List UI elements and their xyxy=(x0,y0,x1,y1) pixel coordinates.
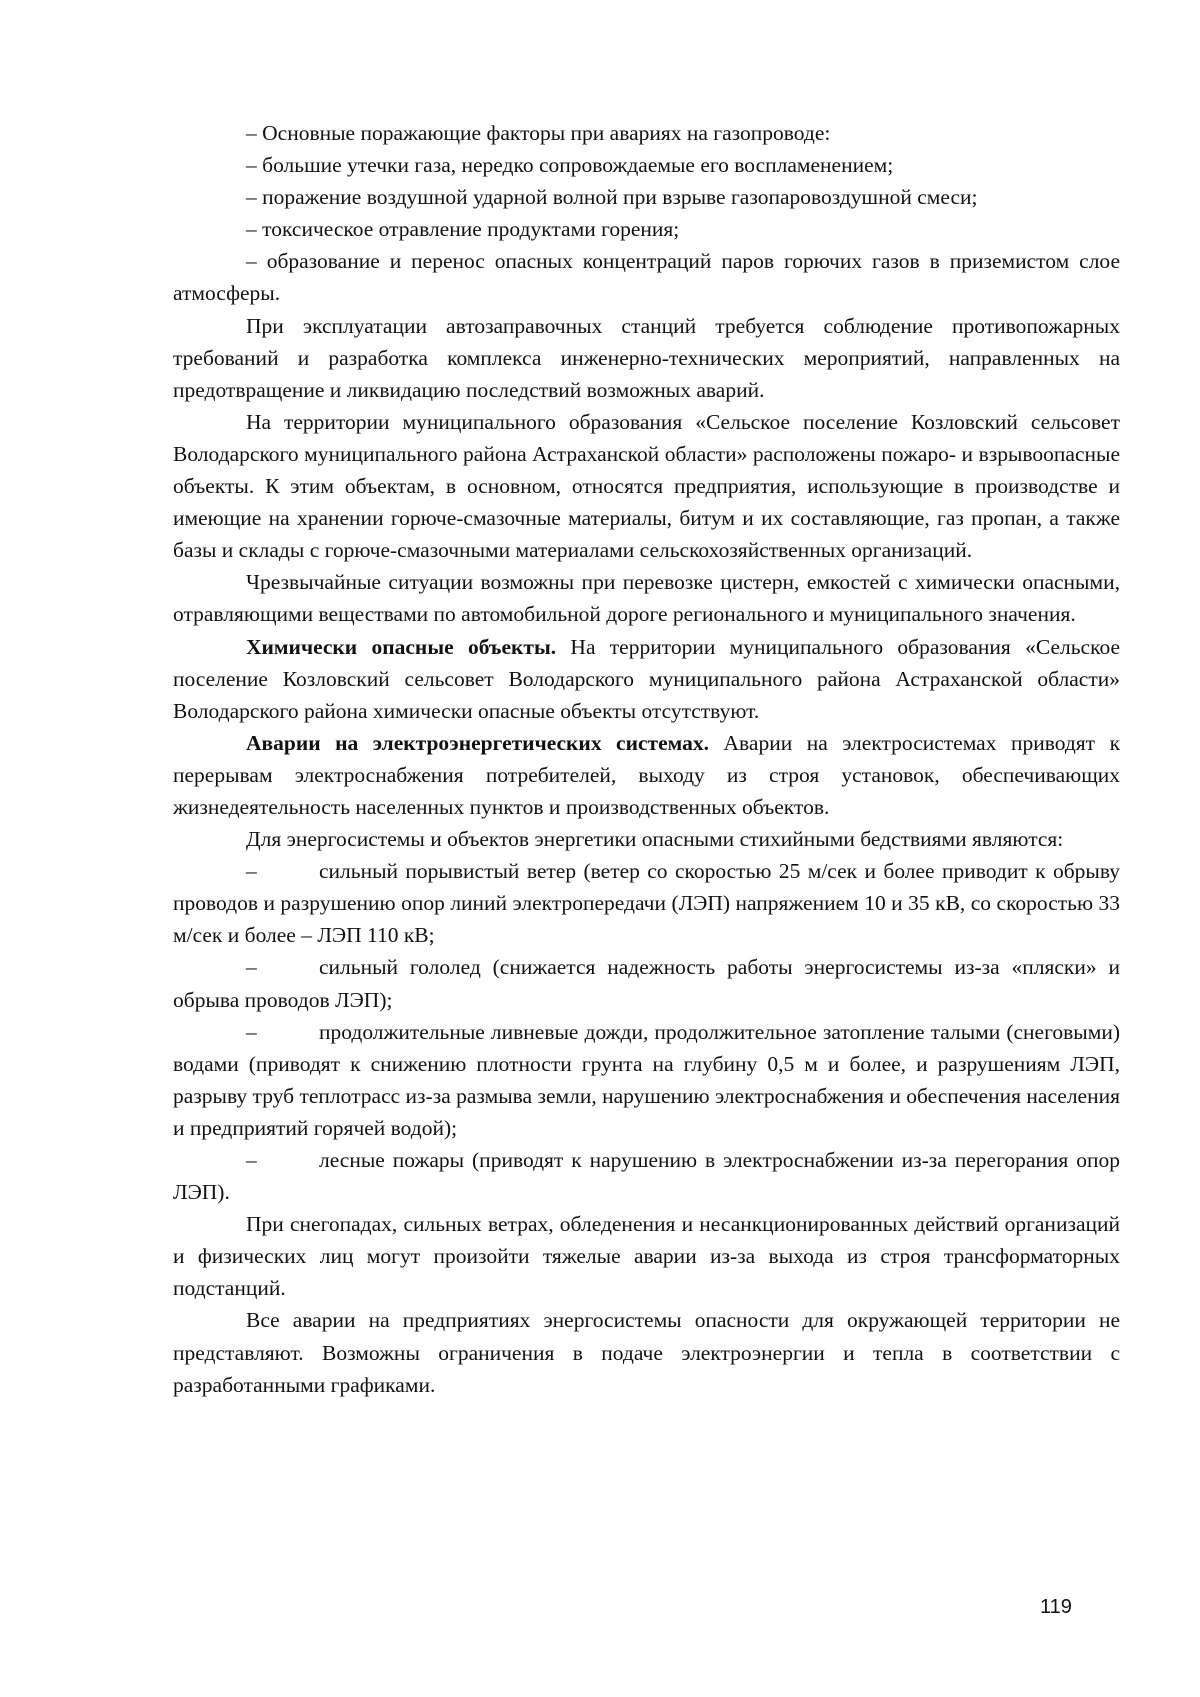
paragraph-text: Аварии на электросистемах приводят к перерывам электроснабжения потребителей, выходу из строя установок, обеспечивающих жизнедеятельность населенных пунктов и производственных объектов. xyxy=(173,730,1121,819)
list-item xyxy=(173,951,1120,1015)
dash-marker: – xyxy=(246,1019,257,1044)
paragraph-chemical-objects xyxy=(173,631,1120,727)
list-item-text: продолжительные ливневые дожди, продолжительное затопление талыми (снеговыми) водами (приводят к снижению плотности грунта на глубину 0,5 м и более, и разрушениям ЛЭП, разрыву труб теплотрасс из-за размыва земли, нарушению электроснабжения и обеспечения населения и предприятий горячей водой); xyxy=(173,1019,1120,1140)
paragraph: При эксплуатации автозаправочных станций требуется соблюдение противопожарных требований и разработка комплекса инженерно-технических мероприятий, направленных на предотвращение и ликвидацию последствий возможных аварий. xyxy=(173,313,1120,402)
paragraph: Все аварии на предприятиях энергосистемы опасности для окружающей территории не представляют. Возможны ограничения в подаче электроэнергии и тепла в соответствии с разработанными графиками. xyxy=(173,1308,1120,1397)
text-line: – токсическое отравление продуктами горения; xyxy=(246,217,680,242)
text-line: – большие утечки газа, нередко сопровождаемые его воспламенением; xyxy=(246,153,894,178)
paragraph: – образование и перенос опасных концентраций паров горючих газов в приземистом слое атмосферы. xyxy=(173,249,1120,306)
paragraph-heading: Аварии на электроэнергетических системах. xyxy=(246,730,710,755)
document-body xyxy=(173,117,1120,1401)
paragraph: Для энергосистемы и объектов энергетики опасными стихийными бедствиями являются: xyxy=(246,827,1064,852)
dash-marker: – xyxy=(246,859,257,884)
list-item xyxy=(173,1144,1120,1208)
list-item xyxy=(173,855,1120,951)
list-item-text: сильный гололед (снижается надежность работы энергосистемы из-за «пляски» и обрыва проводов ЛЭП); xyxy=(173,955,1120,1012)
paragraph-heading: Химически опасные объекты. xyxy=(246,634,557,659)
page-number: 119 xyxy=(1040,1596,1072,1618)
dash-marker: – xyxy=(246,955,257,980)
paragraph: Чрезвычайные ситуации возможны при перевозке цистерн, емкостей с химически опасными, отравляющими веществами по автомобильной дороге регионального и муниципального значения. xyxy=(173,570,1120,627)
list-item-text: лесные пожары (приводят к нарушению в электроснабжении из-за перегорания опор ЛЭП). xyxy=(173,1148,1120,1205)
dash-marker: – xyxy=(246,1148,257,1172)
paragraph-power-accidents xyxy=(173,727,1120,823)
paragraph: На территории муниципального образования «Сельское поселение Козловский сельсовет Володарского муниципального района Астраханской области» расположены пожаро- и взрывоопасные объекты. К этим объектам, в основном, относятся предприятия, использующие в производстве и имеющие на хранении горюче-смазочные материалы, битум и их составляющие, газ пропан, а также базы и склады с горюче-смазочными материалами сельскохозяйственных организаций. xyxy=(173,409,1120,563)
text-line: – поражение воздушной ударной волной при взрыве газопаровоздушной смеси; xyxy=(246,185,978,210)
paragraph-text: На территории муниципального образования «Сельское поселение Козловский сельсовет Володарского муниципального района Астраханской области» Володарского района химически опасные объекты отсутствуют. xyxy=(173,634,1120,723)
text-line: – Основные поражающие факторы при авариях на газопроводе: xyxy=(246,121,831,145)
paragraph: При снегопадах, сильных ветрах, обледенения и несанкционированных действий организаций и физических лиц могут произойти тяжелые аварии из-за выхода из строя трансформаторных подстанций. xyxy=(173,1212,1120,1301)
list-item xyxy=(173,1016,1120,1144)
list-item-text: сильный порывистый ветер (ветер со скоростью 25 м/сек и более приводит к обрыву проводов и разрушению опор линий электропередачи (ЛЭП) напряжением 10 и 35 кВ, со скоростью 33 м/сек и более – ЛЭП 110 кВ; xyxy=(173,859,1120,948)
